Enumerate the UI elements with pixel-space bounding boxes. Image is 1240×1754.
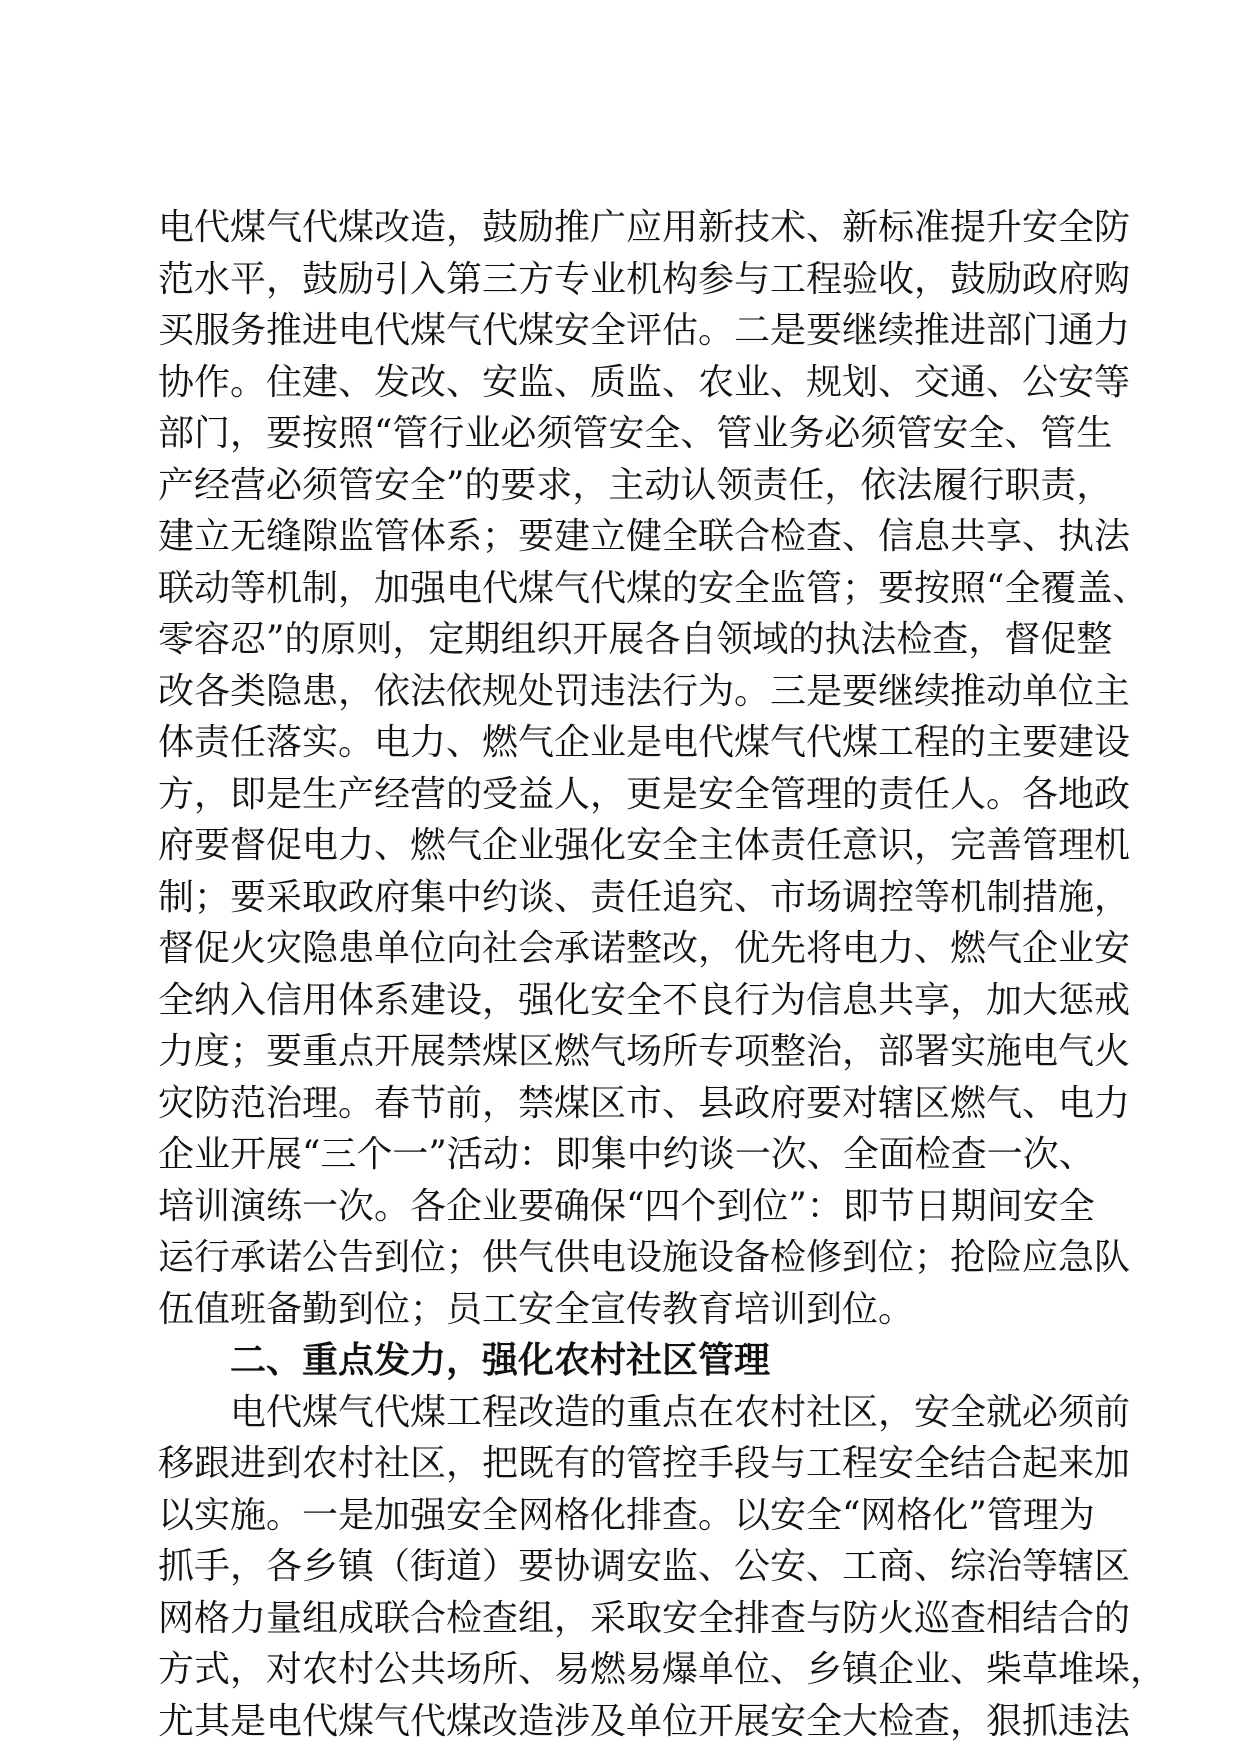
paragraph-line: 建立无缝隙监管体系；要建立健全联合检查、信息共享、执法 <box>158 516 1131 557</box>
paragraph-line: 全纳入信用体系建设，强化安全不良行为信息共享，加大惩戒 <box>158 979 1131 1021</box>
paragraph-line: 改各类隐患，依法依规处罚违法行为。三是要继续推动单位主 <box>158 670 1131 712</box>
document-body <box>158 202 1167 1747</box>
paragraph-line: 方，即是生产经营的受益人，更是安全管理的责任人。各地政 <box>158 773 1131 815</box>
paragraph-line: 府要督促电力、燃气企业强化安全主体责任意识，完善管理机 <box>158 825 1131 866</box>
paragraph-line: 灾防范治理。春节前，禁煤区市、县政府要对辖区燃气、电力 <box>158 1082 1131 1124</box>
paragraph-line: 督促火灾隐患单位向社会承诺整改，优先将电力、燃气企业安 <box>158 928 1131 969</box>
paragraph-2 <box>158 1387 1167 1748</box>
paragraph-line: 培训演练一次。各企业要确保“四个到位”：即节日期间安全 <box>158 1185 1095 1227</box>
paragraph-line: 产经营必须管安全”的要求，主动认领责任，依法履行职责， <box>158 464 1113 506</box>
paragraph-line: 范水平，鼓励引入第三方专业机构参与工程验收，鼓励政府购 <box>158 258 1131 300</box>
paragraph-line: 以实施。一是加强安全网格化排查。以安全“网格化”管理为 <box>158 1494 1095 1536</box>
paragraph-line: 联动等机制，加强电代煤气代煤的安全监管；要按照“全覆盖、 <box>158 567 1149 609</box>
paragraph-line: 网格力量组成联合检查组，采取安全排查与防火巡查相结合的 <box>158 1597 1131 1639</box>
paragraph-line: 电代煤气代煤改造，鼓励推广应用新技术、新标准提升安全防 <box>158 207 1131 248</box>
section-heading: 二、重点发力，强化农村社区管理 <box>230 1340 771 1381</box>
paragraph-line: 伍值班备勤到位；员工安全宣传教育培训到位。 <box>158 1288 915 1330</box>
paragraph-line: 买服务推进电代煤气代煤安全评估。二是要继续推进部门通力 <box>158 310 1131 351</box>
paragraph-line: 尤其是电代煤气代煤改造涉及单位开展安全大检查，狠抓违法 <box>158 1700 1131 1742</box>
paragraph-line: 移跟进到农村社区，把既有的管控手段与工程安全结合起来加 <box>158 1443 1131 1484</box>
paragraph-line: 运行承诺公告到位；供气供电设施设备检修到位；抢险应急队 <box>158 1237 1131 1278</box>
paragraph-1 <box>158 202 1149 1335</box>
paragraph-line: 体责任落实。电力、燃气企业是电代煤气代煤工程的主要建设 <box>158 722 1131 763</box>
paragraph-line: 方式，对农村公共场所、易燃易爆单位、乡镇企业、柴草堆垛， <box>158 1649 1167 1690</box>
paragraph-line: 协作。住建、发改、安监、质监、农业、规划、交通、公安等 <box>158 361 1131 403</box>
paragraph-line: 企业开展“三个一”活动：即集中约谈一次、全面检查一次、 <box>158 1134 1095 1175</box>
paragraph-line: 电代煤气代煤工程改造的重点在农村社区，安全就必须前 <box>230 1391 1131 1433</box>
paragraph-line: 零容忍”的原则，定期组织开展各自领域的执法检查，督促整 <box>158 619 1113 660</box>
paragraph-line: 抓手，各乡镇（街道）要协调安监、公安、工商、综治等辖区 <box>158 1546 1131 1587</box>
paragraph-line: 力度；要重点开展禁煤区燃气场所专项整治，部署实施电气火 <box>158 1031 1131 1072</box>
paragraph-line: 部门，要按照“管行业必须管安全、管业务必须管安全、管生 <box>158 413 1113 454</box>
paragraph-line: 制；要采取政府集中约谈、责任追究、市场调控等机制措施， <box>158 876 1131 918</box>
